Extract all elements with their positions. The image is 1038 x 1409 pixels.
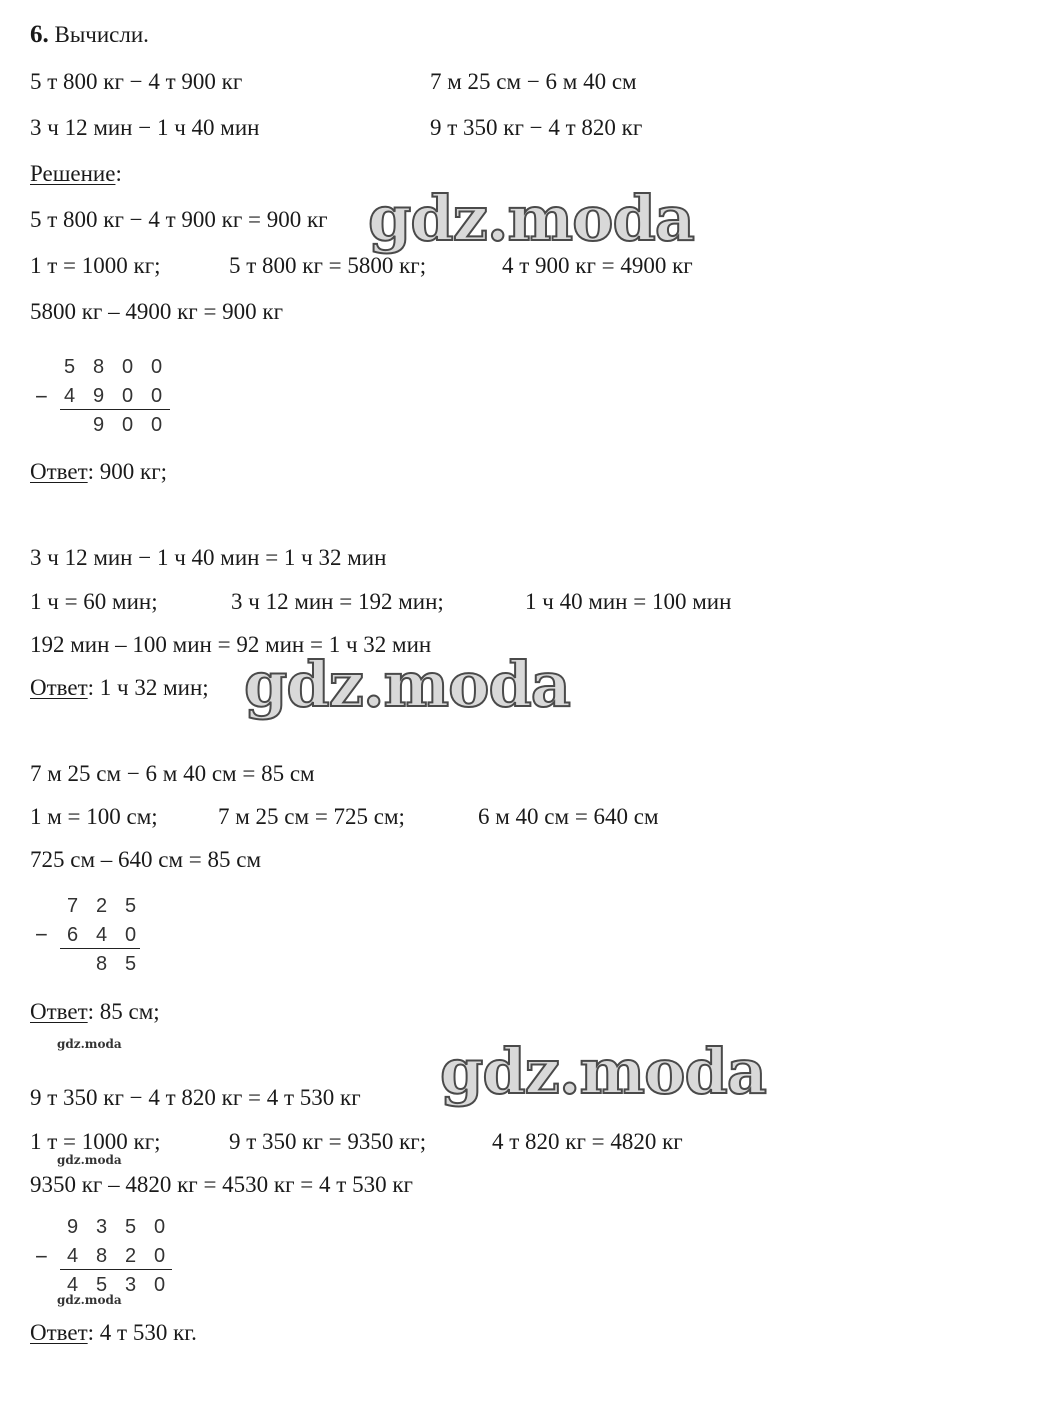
digit: 5: [124, 953, 137, 975]
minus-sign: −: [35, 922, 48, 947]
digit: 0: [150, 385, 163, 407]
digit: 0: [153, 1216, 166, 1238]
digit: 0: [153, 1245, 166, 1267]
digit: 5: [124, 895, 137, 917]
column-bottom-row: [55, 385, 171, 408]
digit: 0: [124, 924, 137, 946]
digit: 0: [121, 385, 134, 407]
answer-value: : 900 кг;: [87, 459, 168, 484]
digit: 9: [66, 1216, 79, 1238]
part2-answer: [30, 676, 209, 699]
digit: 8: [95, 953, 108, 975]
part3-conv-2: 7 м 25 см = 725 см;: [218, 804, 405, 829]
part4-equation: 9 т 350 кг − 4 т 820 кг = 4 т 530 кг: [30, 1085, 361, 1110]
part1-calc: 5800 кг – 4900 кг = 900 кг: [30, 299, 284, 324]
digit: 4: [95, 924, 108, 946]
part3-calc: 725 см – 640 см = 85 см: [30, 847, 262, 872]
column-result-row: [87, 953, 145, 976]
answer-label: Ответ: [30, 999, 88, 1024]
digit: 5: [124, 1216, 137, 1238]
digit: 6: [66, 924, 79, 946]
part1-equation: 5 т 800 кг − 4 т 900 кг = 900 кг: [30, 207, 328, 232]
column-top-row: [58, 1216, 174, 1239]
minus-sign: −: [35, 384, 48, 409]
column-rule: [60, 948, 140, 949]
watermark-logo: gdz.moda: [368, 182, 694, 255]
task-expr-1: 5 т 800 кг − 4 т 900 кг: [30, 69, 243, 94]
watermark-small: gdz.moda: [57, 1293, 122, 1307]
digit: 4: [66, 1245, 79, 1267]
part4-conv-1: 1 т = 1000 кг;: [30, 1129, 161, 1154]
digit: 0: [150, 356, 163, 378]
digit: 9: [92, 414, 105, 436]
digit: 2: [95, 895, 108, 917]
column-bottom-row: [58, 924, 145, 947]
part2-equation: 3 ч 12 мин − 1 ч 40 мин = 1 ч 32 мин: [30, 545, 387, 570]
part2-conv-3: 1 ч 40 мин = 100 мин: [525, 589, 732, 614]
watermark-logo: gdz.moda: [244, 648, 570, 721]
answer-value: : 1 ч 32 мин;: [87, 675, 209, 700]
column-top-row: [55, 356, 171, 379]
part3-answer: [30, 1000, 160, 1023]
digit: 5: [95, 1274, 108, 1296]
task-title: Вычисли.: [54, 22, 149, 47]
part4-calc: 9350 кг – 4820 кг = 4530 кг = 4 т 530 кг: [30, 1172, 413, 1197]
column-bottom-row: [58, 1245, 174, 1268]
part3-conv-1: 1 м = 100 см;: [30, 804, 158, 829]
digit: 4: [63, 385, 76, 407]
task-expr-3: 3 ч 12 мин − 1 ч 40 мин: [30, 115, 260, 140]
part4-conv-3: 4 т 820 кг = 4820 кг: [492, 1129, 683, 1154]
digit: 0: [121, 414, 134, 436]
digit: 9: [92, 385, 105, 407]
column-top-row: [58, 895, 145, 918]
answer-label: Ответ: [30, 675, 88, 700]
answer-label: Ответ: [30, 459, 88, 484]
solution-label: Решение: [30, 161, 116, 186]
watermark-small: gdz.moda: [57, 1037, 122, 1051]
digit: 8: [92, 356, 105, 378]
part4-conv-2: 9 т 350 кг = 9350 кг;: [229, 1129, 427, 1154]
digit: 3: [124, 1274, 137, 1296]
digit: 4: [66, 1274, 79, 1296]
column-rule: [60, 409, 170, 410]
watermark-logo: gdz.moda: [440, 1035, 766, 1108]
part3-conv-3: 6 м 40 см = 640 см: [478, 804, 659, 829]
part1-conv-3: 4 т 900 кг = 4900 кг: [502, 253, 693, 278]
column-result-row: [84, 414, 171, 437]
solution-heading: Решение:: [30, 161, 122, 186]
part2-conv-2: 3 ч 12 мин = 192 мин;: [231, 589, 444, 614]
answer-label: Ответ: [30, 1320, 88, 1345]
answer-value: : 85 см;: [87, 999, 160, 1024]
task-header: [30, 22, 149, 47]
column-rule: [60, 1269, 172, 1270]
digit: 0: [153, 1274, 166, 1296]
digit: 7: [66, 895, 79, 917]
part4-answer: [30, 1321, 197, 1344]
answer-value: : 4 т 530 кг.: [87, 1320, 197, 1345]
digit: 3: [95, 1216, 108, 1238]
task-expr-2: 7 м 25 см − 6 м 40 см: [430, 69, 637, 94]
digit: 0: [121, 356, 134, 378]
digit: 2: [124, 1245, 137, 1267]
task-number: 6.: [30, 21, 49, 48]
watermark-small: gdz.moda: [57, 1153, 122, 1167]
part1-conv-1: 1 т = 1000 кг;: [30, 253, 161, 278]
digit: 5: [63, 356, 76, 378]
part1-conv-2: 5 т 800 кг = 5800 кг;: [229, 253, 427, 278]
part3-equation: 7 м 25 см − 6 м 40 см = 85 см: [30, 761, 315, 786]
task-expr-4: 9 т 350 кг − 4 т 820 кг: [430, 115, 643, 140]
digit: 8: [95, 1245, 108, 1267]
digit: 0: [150, 414, 163, 436]
part2-calc: 192 мин – 100 мин = 92 мин = 1 ч 32 мин: [30, 632, 432, 657]
part1-answer: [30, 460, 167, 483]
part2-conv-1: 1 ч = 60 мин;: [30, 589, 158, 614]
minus-sign: −: [35, 1244, 48, 1269]
